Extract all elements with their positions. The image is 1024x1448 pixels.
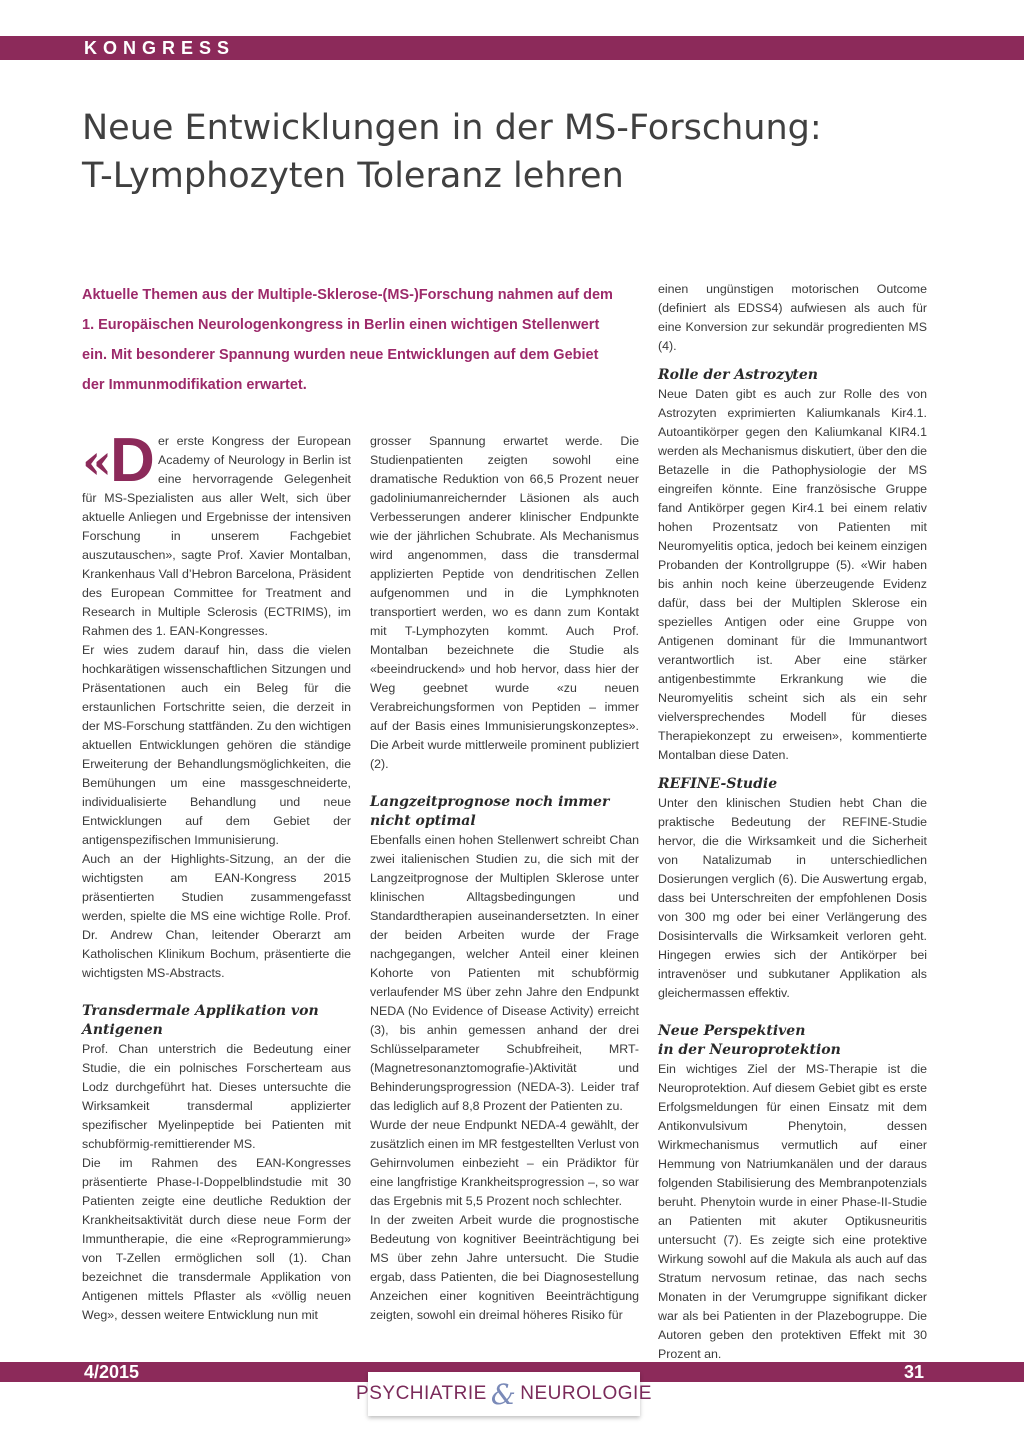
paragraph: In der zweiten Arbeit wurde die prognostische Bedeutung von kognitiver Beeinträchtigung bei MS über zehn Jahre untersucht. Die Studie ergab, dass Patienten, die bei Diagnosestellung Anzeichen einer kognitiven Beeinträchtigung zeigten, sowohl ein dreimal höheres Risiko für xyxy=(370,1213,639,1322)
column-2 xyxy=(370,432,639,1325)
subheading-line-2: in der Neuroprotektion xyxy=(658,1042,841,1058)
paragraph: Prof. Chan unterstrich die Bedeutung einer Studie, die ein polnisches Forscherteam aus Lodz durchgeführt hat. Dieses untersuchte die Wirksamkeit transdermal applizierter spezifischer Myelinpeptide bei Patienten mit schubförmig-remittierender MS. xyxy=(82,1042,351,1151)
journal-logo xyxy=(356,1372,652,1416)
article-title-line-2: T-Lymphozyten Toleranz lehren xyxy=(82,156,624,196)
paragraph: grosser Spannung erwartet werde. Die Studienpatienten zeigten sowohl eine dramatische Reduktion von 66,5 Prozent neuer gadoliniumanreichernder Läsionen als auch Verbesserungen anderer klinischer Endpunkte wie der jährlichen Schubrate. Als Mechanismus wird angenommen, dass die transdermal applizierten Peptide von dendritischen Zellen aufgenommen und in die Lymphknoten transportiert werden, wo es dann zum Kontakt mit T-Lymphozyten kommt. Auch Prof. Montalban bezeichnete die Studie als «beeindruckend» und hob hervor, dass hier der Weg geebnet wurde «zu neuen Verabreichungsformen von Peptiden – immer auf der Basis eines Immunisierungskonzeptes». Die Arbeit wurde mittlerweile prominent publiziert (2). xyxy=(370,434,639,771)
paragraph: Unter den klinischen Studien hebt Chan die praktische Bedeutung der REFINE-Studie hervor, die die Wirksamkeit und die Sicherheit von Natalizumab in unterschiedlichen Dosierungen verglich (6). Die Auswertung ergab, dass bei Unterschreiten der empfohlenen Dosis von 300 mg oder bei einer Verlängerung des Dosisintervalls die Wirksamkeit verloren geht. Hingegen erwies sich der Antikörper bei intravenöser und subkutaner Applikation als gleichermassen effektiv. xyxy=(658,796,927,1000)
article-lead: Aktuelle Themen aus der Multiple-Sklerose-(MS-)Forschung nahmen auf dem 1. Europäischen Neurologenkongress in Berlin einen wichtigen Stellenwert ein. Mit besonderer Spannung wurden neue Entwicklungen auf dem Gebiet der Immunmodifikation erwartet. xyxy=(82,287,613,393)
paragraph: Wurde der neue Endpunkt NEDA-4 gewählt, der zusätzlich einen im MR festgestellten Verlust von Gehirnvolumen einbezieht – ein Prädiktor für eine langfristige Krankheitsprogression –, so war das Ergebnis mit 5,5 Prozent noch schlechter. xyxy=(370,1118,639,1208)
paragraph: Er wies zudem darauf hin, dass die vielen hochkarätigen wissenschaftlichen Sitzungen und Präsentationen auch ein Beleg für die erstaunlichen Fortschritte seien, die derzeit in der MS-Forschung stattfänden. Zu den wichtigen aktuellen Entwicklungen gehören die ständige Erweiterung der Behandlungsmöglichkeiten, die Bemühungen um eine massgeschneiderte, individualisierte Behandlung und neue Entwicklungen auf dem Gebiet der antigenspezifischen Immunisierung. xyxy=(82,643,351,847)
section-header-bar xyxy=(0,36,1024,60)
paragraph: einen ungünstigen motorischen Outcome (definiert als EDSS4) aufwiesen als auch für eine Konversion zur sekundär progredienten MS (4). xyxy=(658,282,927,353)
paragraph: Ebenfalls einen hohen Stellenwert schreibt Chan zwei italienischen Studien zu, die sich mit der Langzeitprognose der Multiplen Sklerose unter klinischen Alltagsbedingungen und Standardtherapien auseinandersetzten. In einer der beiden Arbeiten wurde der Frage nachgegangen, welcher Anteil einer kleinen Kohorte von Patienten mit schubförmig verlaufender MS über zehn Jahre den Endpunkt NEDA (No Evidence of Disease Activity) erreicht (3), bis anhin gemessen anhand der drei Schlüsselparameter Schubfreiheit, MRT-(Magnetresonanztomografie-)Aktivität und Behinderungsprogression (NEDA-3). Leider traf das lediglich auf 8,8 Prozent der Patienten zu. xyxy=(370,833,639,1113)
journal-ampersand: & xyxy=(490,1377,517,1411)
paragraph: Neue Daten gibt es auch zur Rolle des von Astrozyten exprimierten Kaliumkanals Kir4.1. Autoantikörper gegen den Kaliumkanal KIR4.1 werden als Mechanismus diskutiert, über den die Betazelle in die Pathophysiologie der MS eingreifen könnte. Eine französische Gruppe fand Antikörper gegen Kir4.1 bei einem relativ hohen Prozentsatz von Patienten mit Neuromyelitis optica, jedoch bei keinem einzigen Probanden der Kontrollgruppe (5). «Wir haben bis anhin noch keine überzeugende Evidenz dafür, dass bei der Multiplen Sklerose ein spezielles Antigen oder eine Gruppe von Antigenen dominant für die Immunantwort verantwortlich ist. Aber eine stärker antigenbestimmte Erkrankung wie die Neuromyelitis scheint sich als ein sehr vielversprechendes Modell für dieses Therapiekonzept zu erweisen», kommentierte Montalban diese Daten. xyxy=(658,387,927,762)
drop-cap xyxy=(82,426,155,495)
paragraph: Ein wichtiges Ziel der MS-Therapie ist die Neuroprotektion. Auf diesem Gebiet gibt es erste Erfolgsmeldungen für einen Einsatz mit dem Antikonvulsivum Phenytoin, dessen Wirkmechanismus vermutlich auf einer Hemmung von Natriumkanälen und der daraus folgenden Stabilisierung des Membranpotenzials beruht. Phenytoin wurde in einer Phase-II-Studie an Patienten mit akuter Optikusneuritis untersucht (7). Es zeigte sich eine protektive Wirkung sowohl auf die Makula als auch auf das Stratum nervosum retinae, das nach sechs Monaten in der Verumgruppe signifikant dicker war als bei Patienten in der Plazebogruppe. Die Autoren geben den protektiven Effekt mit 30 Prozent an. xyxy=(658,1062,927,1361)
subheading-neuroprotektion xyxy=(658,1022,927,1060)
paragraph-text: er erste Kongress der European Academy of Neurology in Berlin ist eine hervorragende Gelegenheit für MS-Spezialisten aus aller Welt, sich über aktuelle Anliegen und Ergebnisse der intensiven Forschung in unserem Fachgebiet auszutauschen», sagte Prof. Xavier Montalban, Krankenhaus Vall d’Hebron Barcelona, Präsident des European Committee for Treatment and Research in Multiple Sclerosis (ECTRIMS), im Rahmen des 1. EAN-Kongresses. xyxy=(82,434,351,638)
subheading-transdermal: Transdermale Applikation von Antigenen xyxy=(82,1003,319,1038)
page-number: 31 xyxy=(903,1362,924,1382)
journal-name-part-1: PSYCHIATRIE xyxy=(356,1383,487,1404)
paragraph: Auch an der Highlights-Sitzung, an der die wichtigsten am EAN-Kongress 2015 präsentierten Studien zusammengefasst werden, spielte die MS eine wichtige Rolle. Prof. Dr. Andrew Chan, leitender Oberarzt am Katholischen Klinikum Bochum, präsentierte die wichtigsten MS-Abstracts. xyxy=(82,852,351,980)
journal-name xyxy=(356,1378,652,1411)
journal-name-part-2: NEUROLOGIE xyxy=(520,1383,652,1404)
column-1 xyxy=(82,426,351,1325)
subheading-refine: REFINE-Studie xyxy=(658,776,778,792)
article-title-line-1: Neue Entwicklungen in der MS-Forschung: xyxy=(82,108,822,148)
paragraph xyxy=(82,426,351,641)
section-label: KONGRESS xyxy=(84,38,236,58)
subheading-langzeitprognose: Langzeitprognose noch immer nicht optimal xyxy=(370,794,610,829)
paragraph: Die im Rahmen des EAN-Kongresses präsentierte Phase-I-Doppelblindstudie mit 30 Patienten zeigte eine deutliche Reduktion der Krankheitsaktivität durch diese neue Form der Immuntherapie, die eine «Reprogrammierung» von T-Zellen ermöglichen soll (1). Chan bezeichnet die transdermale Applikation von Antigenen mittels Pflaster als «völlig neuen Weg», dessen weitere Entwicklung nun mit xyxy=(82,1156,351,1322)
issue-number: 4/2015 xyxy=(84,1362,140,1382)
article-title xyxy=(82,104,942,200)
subheading-line-1: Neue Perspektiven xyxy=(658,1023,806,1039)
drop-cap-letter: D xyxy=(110,426,155,495)
drop-cap-quote: « xyxy=(82,434,112,490)
column-3 xyxy=(658,280,927,1364)
subheading-astrozyten: Rolle der Astrozyten xyxy=(658,367,818,383)
